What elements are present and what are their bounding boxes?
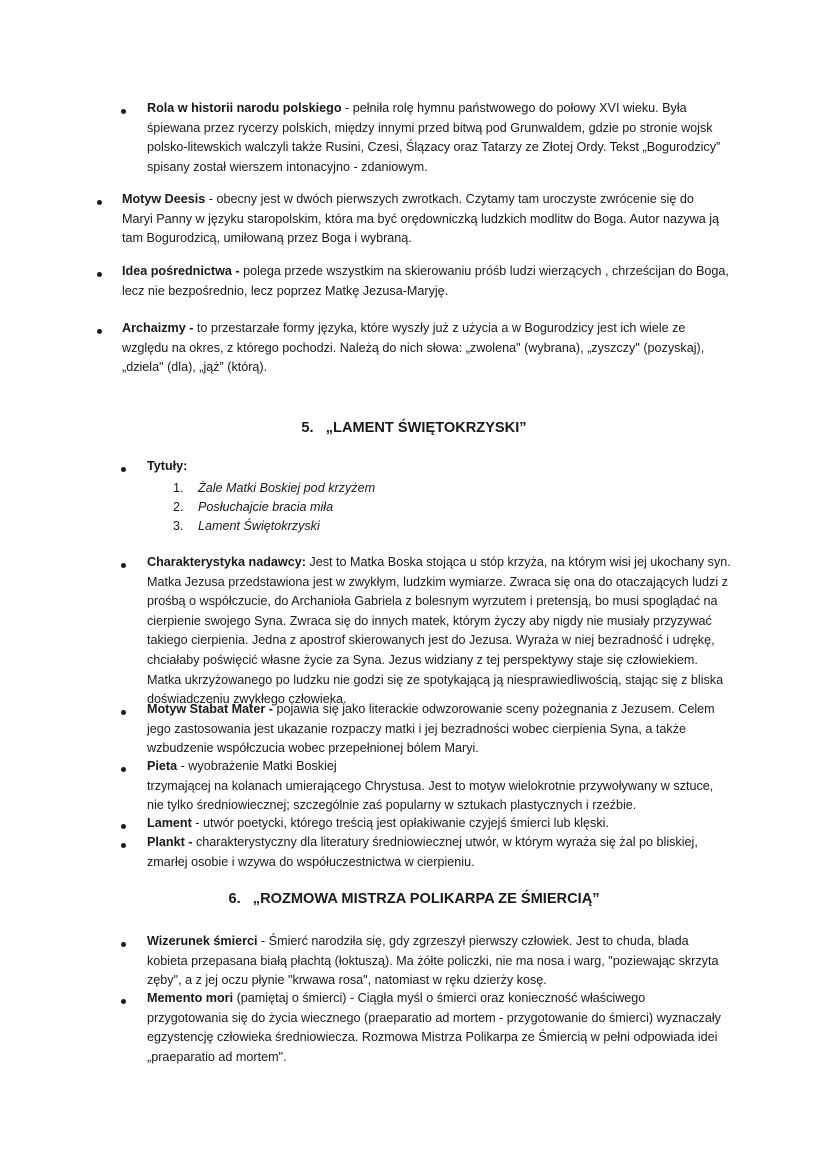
list-item-wizerunek (147, 932, 729, 991)
bullet-icon (121, 767, 126, 772)
bullet-icon (97, 200, 102, 205)
list-item-plankt (147, 833, 733, 872)
section-6-heading: 6. „ROZMOWA MISTRZA POLIKARPA ZE ŚMIERCIĄ” (228, 891, 600, 907)
tytuly-label: Tytuły: (147, 459, 188, 473)
bullet-icon (121, 467, 126, 472)
term-rola: Rola w historii narodu polskiego (147, 101, 342, 115)
list-item-idea (122, 262, 732, 301)
term-idea: Idea pośrednictwa - (122, 264, 240, 278)
text-stabat: pojawia się jako literackie odwzorowanie sceny pożegnania z Jezusem. Celem jego zastosowania jest ukazanie rozpaczy matki i jej bezradności wobec cierpienia Syna, a także wzbudzenie współczucia wobec przepełnionej bólem Maryi. (147, 702, 715, 756)
text-memento: (pamiętaj o śmierci) - Ciągła myśl o śmierci oraz konieczność właściwego przygotowania się do życia wiecznego (praeparatio ad mortem - przygotowanie do śmierci) wyznaczały egzystencję człowieka średniowiecza. Rozmowa Mistrza Polikarpa ze Śmiercią w pełni odpowiada idei „praeparatio ad mortem". (147, 991, 721, 1064)
term-pieta: Pieta (147, 759, 178, 773)
text-lament: - utwór poetycki, którego treścią jest opłakiwanie czyjejś śmierci lub klęski. (191, 816, 609, 830)
bullet-icon (121, 563, 126, 568)
text-idea: polega przede wszystkim na skierowaniu próśb ludzi wierzących , chrześcijan do Boga, lecz nie bezpośrednio, lecz poprzez Matkę Jezusa-Maryję. (122, 264, 729, 298)
text-pieta-line2: trzymającej na kolanach umierającego Chrystusa. Jest to motyw wielokrotnie przywoływany w sztuce, nie tylko średniowiecznej; szczególnie zaś popularny w sztukach plastycznych i rzeźbie. (147, 778, 714, 813)
bullet-icon (121, 109, 126, 114)
term-charakterystyka: Charakterystyka nadawcy: (147, 555, 306, 569)
text-plankt: charakterystyczny dla literatury średniowiecznej utwór, w którym wyraża się żal po bliskiej, zmarłej osobie i wzywa do współuczestnictwa w cierpieniu. (147, 835, 698, 869)
list-item-rola (147, 99, 737, 177)
section-5-heading: 5. „LAMENT ŚWIĘTOKRZYSKI” (301, 420, 527, 436)
list-item-memento (147, 989, 729, 1067)
bullet-icon (121, 824, 126, 829)
bullet-icon (121, 710, 126, 715)
text-charakterystyka: Jest to Matka Boska stojąca u stóp krzyża, na którym wisi jej ukochany syn. Matka Jezusa przedstawiona jest w zwykłym, ludzkim wymiarze. Zwraca się ona do otaczających ludzi z prośbą o współczucie, do Archanioła Gabriela z bolesnym wyrzutem i pretensją, bo musi spoglądać na cierpienie swojego Syna. Zwraca się do innych matek, którym życzy aby nigdy nie musiały przyzywać takiego cierpienia. Jedna z apostrof skierowanych jest do Jezusa. Wyraża w niej bezradność i udrękę, chciałaby poświęcić własne życie za Syna. Jezus widziany z tej perspektywy staje się człowiekiem. Matka ukrzyżowanego po ludzku nie godzi się ze spotykającą ją niesprawiedliwością, stając się z bliska doświadczeniu zwykłego człowieka. (147, 555, 731, 707)
tytul-item-1: 1. Żale Matki Boskiej pod krzyżem (173, 481, 376, 495)
term-deesis: Motyw Deesis (122, 192, 206, 206)
term-wizerunek: Wizerunek śmierci (147, 934, 258, 948)
term-plankt: Plankt - (147, 835, 193, 849)
list-item-charakterystyka (147, 553, 731, 710)
list-item-deesis (122, 190, 724, 249)
bullet-icon (97, 329, 102, 334)
list-item-pieta (147, 757, 733, 816)
list-item-stabat (147, 700, 723, 759)
bullet-icon (121, 942, 126, 947)
bullet-icon (121, 999, 126, 1004)
tytul-item-2: 2. Posłuchajcie bracia miła (173, 500, 334, 514)
text-rola: - pełniła rolę hymnu państwowego do połowy XVI wieku. Była śpiewana przez rycerzy polskich, między innymi przed bitwą pod Grunwaldem, gdzie po stronie wojsk polsko-litewskich walczyli także Rusini, Czesi, Ślązacy oraz Tatarzy ze Złotej Ordy. Tekst „Bogurodzicy” spisany został wierszem intonacyjno - zdaniowym. (147, 101, 721, 174)
bullet-icon (121, 843, 126, 848)
list-item-lament (147, 814, 733, 834)
text-wizerunek: - Śmierć narodziła się, gdy zgrzeszył pierwszy człowiek. Jest to chuda, blada kobieta przepasana białą płachtą (łoktuszą). Ma żółte policzki, nie ma nosa i warg, "poziewając skrzyta zęby", a z jej oczu płynie "krwawa rosa", natomiast w ręku dzierży kosę. (147, 934, 719, 988)
text-archaizmy: to przestarzałe formy języka, które wyszły już z użycia a w Bogurodzicy jest ich wiele ze względu na okres, z którego pochodzi. Należą do nich słowa: „zwolena" (wybrana), „zyszczy" (pozyskaj), „dziela" (dla), „jąż” (którą). (122, 321, 705, 375)
list-item-archaizmy (122, 319, 720, 378)
text-deesis: - obecny jest w dwóch pierwszych zwrotkach. Czytamy tam uroczyste zwrócenie się do Maryi Panny w języku staropolskim, która ma być orędowniczką ludzkich modlitw do Boga. Autor nazywa ją tam Bogurodzicą, umiłowaną przez Boga i wybraną. (122, 192, 720, 246)
term-stabat: Motyw Stabat Mater - (147, 702, 273, 716)
term-archaizmy: Archaizmy - (122, 321, 194, 335)
bullet-icon (97, 272, 102, 277)
text-pieta-line1: - wyobrażenie Matki Boskiej (177, 759, 337, 773)
term-lament: Lament (147, 816, 192, 830)
tytul-item-3: 3. Lament Świętokrzyski (173, 519, 320, 533)
term-memento: Memento mori (147, 991, 234, 1005)
